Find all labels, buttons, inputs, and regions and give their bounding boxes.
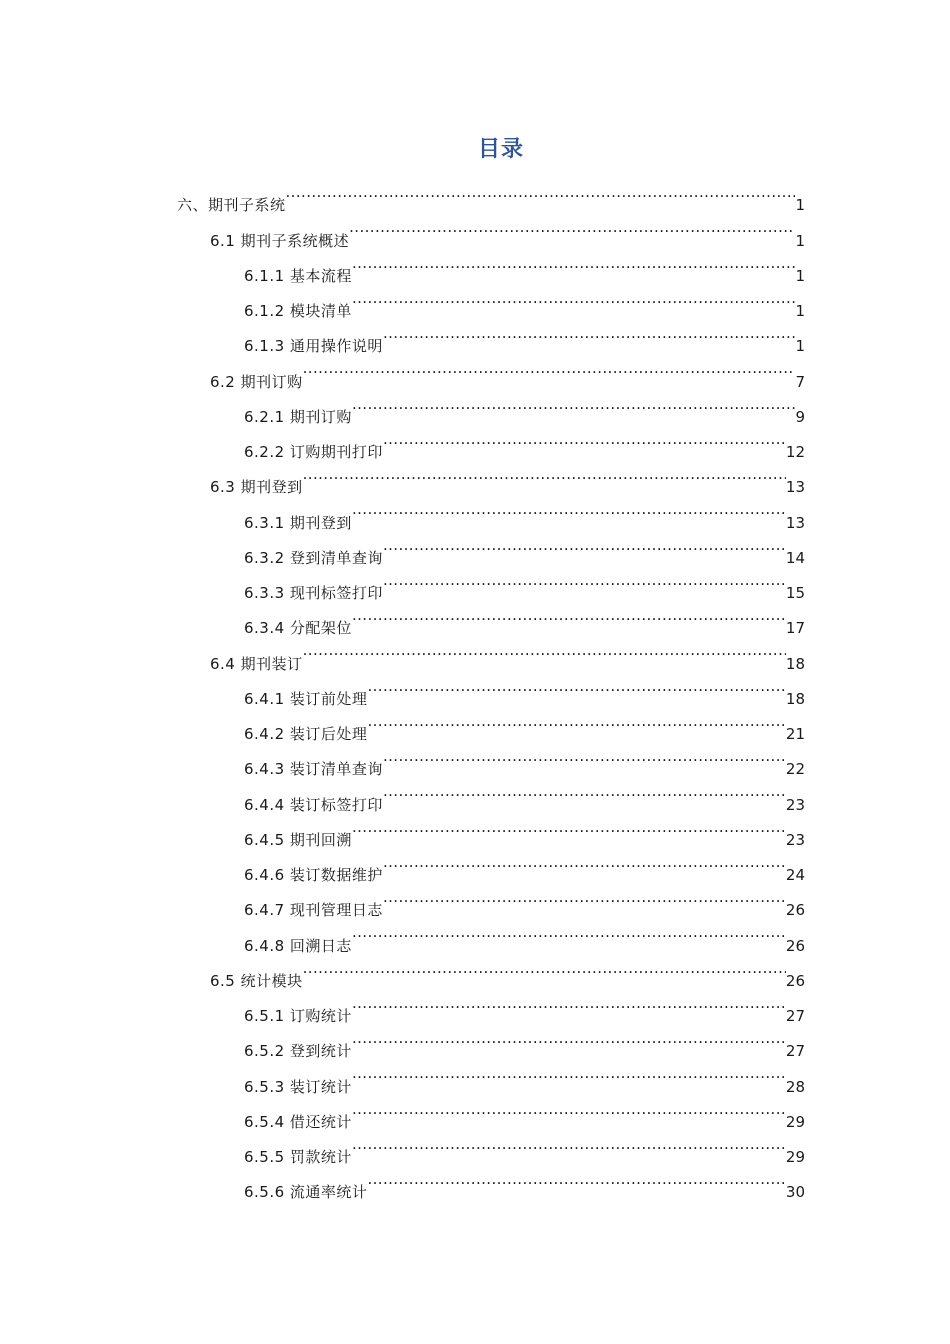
- toc-entry-text: 6.1.1 基本流程: [244, 266, 352, 285]
- toc-entry-text: 6.4.1 装订前处理: [244, 689, 368, 708]
- toc-entry[interactable]: [0, 387, 950, 426]
- toc-dot-leader: [383, 316, 796, 351]
- toc-entry-text: 6.5 统计模块: [210, 971, 303, 990]
- toc-page-number: 27: [785, 1042, 805, 1061]
- toc-entry-text: 6.4.7 现刊管理日志: [244, 901, 383, 920]
- toc-entry-text: 6.4 期刊装订: [210, 654, 303, 673]
- toc-entry-text: 6.4.5 期刊回溯: [244, 830, 352, 849]
- toc-entry-text: 6.3.2 登到清单查询: [244, 548, 383, 567]
- toc-page-number: 30: [785, 1183, 805, 1202]
- toc-entry[interactable]: [0, 1092, 950, 1131]
- toc-page-number: 13: [785, 478, 805, 497]
- toc-page-number: 28: [785, 1077, 805, 1096]
- toc-page-number: 18: [785, 689, 805, 708]
- toc-page-number: 1: [795, 231, 805, 250]
- toc-page-number: 9: [795, 407, 805, 426]
- toc-entry-text: 6.3.1 期刊登到: [244, 513, 352, 532]
- toc-entry[interactable]: [0, 351, 950, 391]
- toc-dot-leader: [383, 845, 786, 880]
- toc-entry[interactable]: [0, 774, 950, 814]
- toc-page-number: 23: [785, 830, 805, 849]
- toc-page-number: 29: [785, 1112, 805, 1131]
- toc-list: [0, 175, 950, 1202]
- toc-entry[interactable]: [0, 1056, 950, 1096]
- toc-dot-leader: [352, 915, 786, 950]
- toc-page-number: 1: [795, 337, 805, 356]
- toc-page-number: 23: [785, 795, 805, 814]
- toc-dot-leader: [352, 492, 786, 527]
- toc-dot-leader: [383, 528, 786, 563]
- toc-page-number: 15: [785, 584, 805, 602]
- toc-entry-text: 6.1 期刊子系统概述: [210, 231, 350, 250]
- toc-dot-leader: [303, 351, 796, 386]
- toc-entry-text: 6.2.1 期刊订购: [244, 407, 352, 426]
- toc-dot-leader: [367, 669, 785, 704]
- toc-dot-leader: [352, 246, 796, 281]
- toc-entry-text: 6.2.2 订购期刊打印: [244, 443, 383, 461]
- toc-page-number: 14: [785, 548, 805, 567]
- toc-page-number: 29: [785, 1148, 805, 1166]
- toc-page-number: 17: [785, 619, 805, 638]
- toc-entry[interactable]: [0, 633, 950, 673]
- toc-entry-text: 6.2 期刊订购: [210, 372, 303, 391]
- toc-entry-text: 6.1.2 模块清单: [244, 302, 352, 320]
- toc-entry[interactable]: [0, 175, 950, 215]
- toc-page-number: 12: [785, 443, 805, 461]
- toc-entry-text: 6.5.4 借还统计: [244, 1112, 352, 1131]
- toc-entry-text: 6.5.3 装订统计: [244, 1077, 352, 1096]
- toc-entry[interactable]: [0, 492, 950, 532]
- toc-dot-leader: [286, 175, 796, 210]
- toc-entry-text: 6.4.2 装订后处理: [244, 725, 368, 743]
- toc-page-number: 24: [785, 866, 805, 884]
- toc-page-number: 22: [785, 760, 805, 779]
- toc-entry-text: 6.5.5 罚款统计: [244, 1148, 352, 1166]
- toc-dot-leader: [383, 774, 786, 809]
- toc-page-number: 1: [795, 302, 805, 320]
- toc-dot-leader: [352, 598, 786, 633]
- toc-page-number: 1: [795, 196, 805, 215]
- toc-entry[interactable]: [0, 1162, 950, 1202]
- toc-dot-leader: [383, 880, 786, 915]
- toc-entry[interactable]: [0, 563, 950, 602]
- toc-entry-text: 6.1.3 通用操作说明: [244, 337, 383, 356]
- toc-entry-text: 6.5.1 订购统计: [244, 1007, 352, 1025]
- toc-entry[interactable]: [0, 704, 950, 743]
- toc-dot-leader: [352, 1021, 786, 1056]
- toc-entry-text: 6.3.3 现刊标签打印: [244, 584, 383, 602]
- toc-entry[interactable]: [0, 810, 950, 849]
- toc-entry-text: 6.4.6 装订数据维护: [244, 866, 383, 884]
- toc-page-number: 18: [785, 654, 805, 673]
- toc-dot-leader: [349, 210, 795, 245]
- toc-dot-leader: [352, 281, 796, 316]
- toc-dot-leader: [352, 810, 786, 845]
- toc-entry[interactable]: [0, 1127, 950, 1166]
- toc-entry[interactable]: [0, 246, 950, 285]
- toc-entry[interactable]: [0, 457, 950, 497]
- toc-dot-leader: [352, 1127, 786, 1162]
- toc-dot-leader: [352, 986, 786, 1021]
- toc-page-number: 7: [795, 372, 805, 391]
- toc-page-number: 21: [785, 725, 805, 743]
- toc-entry-text: 6.4.3 装订清单查询: [244, 760, 383, 779]
- toc-dot-leader: [303, 457, 786, 492]
- toc-entry[interactable]: [0, 986, 950, 1025]
- toc-entry[interactable]: [0, 281, 950, 320]
- toc-dot-leader: [352, 1056, 786, 1091]
- toc-entry-text: 6.5.2 登到统计: [244, 1042, 352, 1061]
- toc-entry-text: 6.4.4 装订标签打印: [244, 795, 383, 814]
- toc-entry-text: 六、期刊子系统: [177, 196, 286, 215]
- toc-dot-leader: [352, 387, 796, 422]
- toc-dot-leader: [383, 563, 786, 598]
- toc-entry-text: 6.3.4 分配架位: [244, 619, 352, 638]
- toc-dot-leader: [383, 422, 786, 457]
- toc-title: 目录: [477, 137, 524, 162]
- toc-entry[interactable]: [0, 598, 950, 638]
- toc-page-number: 26: [785, 901, 805, 920]
- toc-entry[interactable]: [0, 316, 950, 356]
- toc-page-number: 13: [785, 513, 805, 532]
- toc-page-number: 1: [795, 266, 805, 285]
- toc-entry[interactable]: [0, 422, 950, 461]
- toc-entry[interactable]: [0, 880, 950, 920]
- toc-entry[interactable]: [0, 845, 950, 884]
- toc-dot-leader: [303, 951, 786, 986]
- toc-entry[interactable]: [0, 210, 950, 250]
- toc-dot-leader: [367, 1162, 785, 1197]
- toc-page-number: 26: [785, 936, 805, 955]
- toc-page-number: 26: [785, 971, 805, 990]
- toc-entry[interactable]: [0, 915, 950, 955]
- toc-dot-leader: [352, 1092, 786, 1127]
- toc-entry[interactable]: [0, 739, 950, 779]
- toc-dot-leader: [303, 633, 786, 668]
- toc-entry[interactable]: [0, 951, 950, 990]
- toc-dot-leader: [367, 704, 785, 739]
- toc-entry-text: 6.3 期刊登到: [210, 478, 303, 497]
- toc-entry-text: 6.5.6 流通率统计: [244, 1183, 368, 1202]
- toc-entry[interactable]: [0, 669, 950, 708]
- toc-entry[interactable]: [0, 528, 950, 567]
- toc-entry-text: 6.4.8 回溯日志: [244, 936, 352, 955]
- toc-page-number: 27: [785, 1007, 805, 1025]
- toc-dot-leader: [383, 739, 786, 774]
- toc-entry[interactable]: [0, 1021, 950, 1061]
